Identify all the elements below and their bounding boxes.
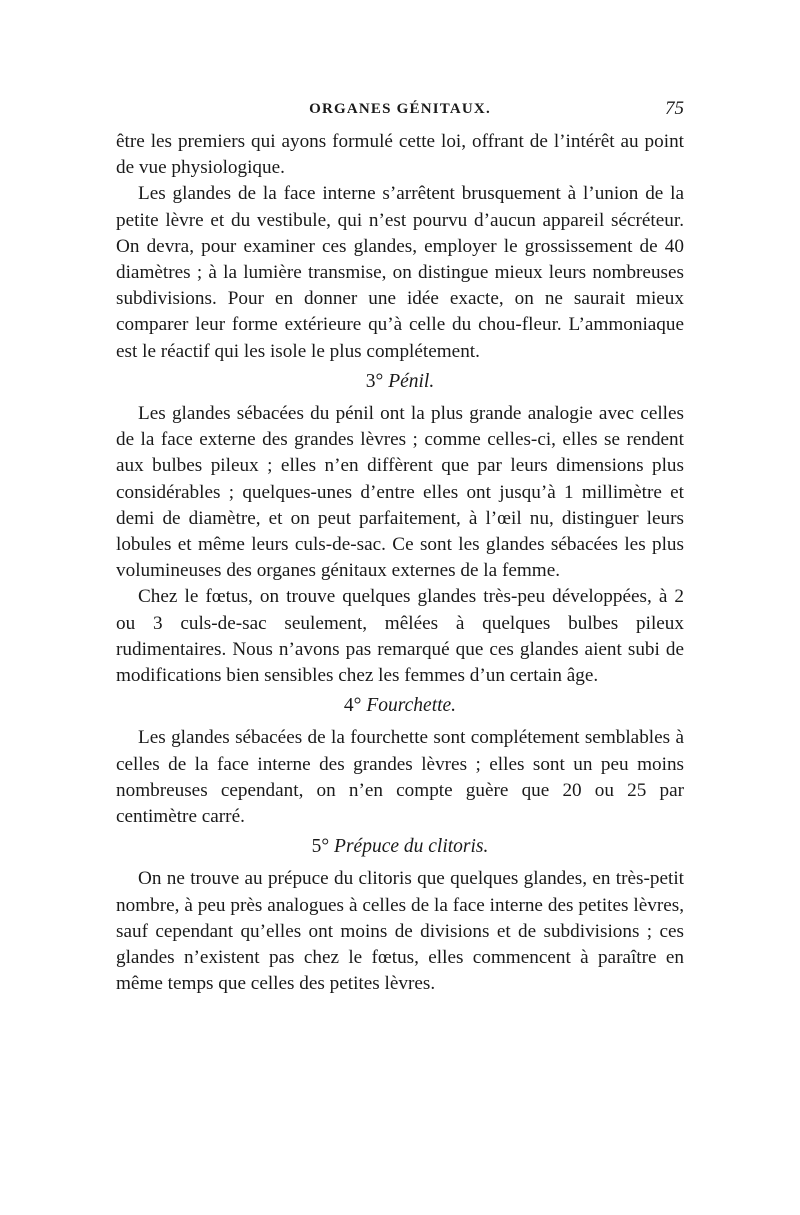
section-title: Fourchette. (366, 695, 457, 717)
page-number: 75 (665, 98, 684, 119)
paragraph-foetus: Chez le fœtus, on trouve quelques glandes très-peu développées, à 2 ou 3 culs-de-sac seulement, mêlées à quelques bulbes pileux rudimentaires. Nous n’avons pas remarqué que ces glandes aient subi de modifications bien sensibles chez les femmes d’un certain âge. (116, 586, 684, 687)
section-number: 4° (343, 695, 362, 717)
paragraph-prepuce: On ne trouve au prépuce du clitoris que quelques glandes, en très-petit nombre, à peu près analogues à celles de la face interne des petites lèvres, sauf cependant qu’elles ont moins de divisions et de subdivisions ; ces glandes n’existent pas chez le fœtus, elles commencent à paraître en même temps que celles des petites lèvres. (116, 868, 684, 995)
section-heading-penil (116, 369, 684, 395)
section-heading-fourchette (116, 693, 684, 719)
section-title: Pénil. (388, 370, 435, 392)
section-heading-prepuce (116, 834, 684, 860)
section-number: 3° (365, 370, 384, 392)
paragraph-continued: être les premiers qui ayons formulé cette loi, offrant de l’intérêt au point de vue physiologique. (116, 131, 684, 179)
paragraph-penil: Les glandes sébacées du pénil ont la plus grande analogie avec celles de la face externe des grandes lèvres ; comme celles-ci, elles se rendent aux bulbes pileux ; elles n’en diffèrent que par leurs dimensions plus considérables ; quelques-unes d’entre elles ont jusqu’à 1 millimètre et demi de diamètre, et on peut parfaitement, à l’œil nu, distinguer leurs lobules et même leurs culs-de-sac. Ce sont les glandes sébacées les plus volumineuses des organes génitaux externes de la femme. (116, 403, 684, 582)
section-title: Prépuce du clitoris. (334, 836, 489, 858)
text-column (116, 129, 684, 998)
paragraph-fourchette: Les glandes sébacées de la fourchette sont complétement semblables à celles de la face interne des grandes lèvres ; elles sont un peu moins nombreuses cependant, on n’en compte guère que 20 ou 25 par centimètre carré. (116, 727, 684, 828)
paragraph-internal-glands: Les glandes de la face interne s’arrêtent brusquement à l’union de la petite lèvre et du vestibule, qui n’est pourvu d’aucun appareil sécréteur. On devra, pour examiner ces glandes, employer le grossissement de 40 diamètres ; à la lumière transmise, on distingue mieux leurs nombreuses subdivisions. Pour en donner une idée exacte, on ne saurait mieux comparer leur forme extérieure qu’à celle du chou-fleur. L’ammoniaque est le réactif qui les isole le plus complétement. (116, 183, 684, 362)
section-number: 5° (311, 836, 330, 858)
running-head (116, 98, 684, 122)
running-title: ORGANES GÉNITAUX. (309, 101, 491, 117)
